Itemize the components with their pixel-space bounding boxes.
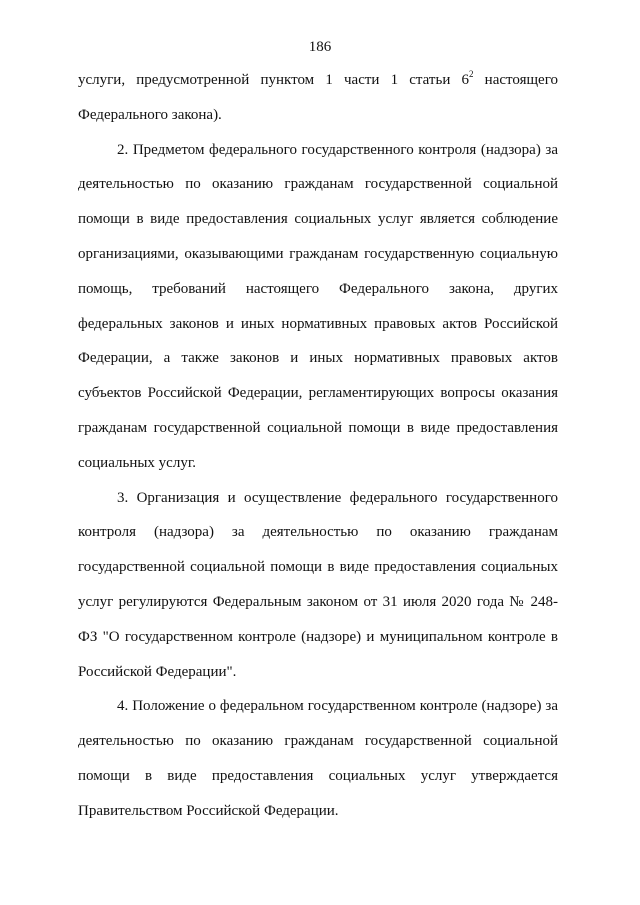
document-body bbox=[78, 63, 558, 829]
paragraph-item-4 bbox=[78, 689, 558, 828]
paragraph-text: 2. Предметом федерального государственного контроля (надзора) за деятельностью по оказанию гражданам государственной социальной помощи в виде предоставления социальных услуг является соблюдение организациями, оказывающими гражданам государственную социальную помощь, требований настоящего Федерального закона, других федеральных законов и иных нормативных правовых актов Российской Федерации, а также законов и иных нормативных правовых актов субъектов Российской Федерации, регламентирующих вопросы оказания гражданам государственной социальной помощи в виде предоставления социальных услуг. bbox=[78, 141, 558, 471]
paragraph-item-3 bbox=[78, 481, 558, 690]
paragraph-text: настоящего Федерального закона). bbox=[78, 72, 558, 123]
paragraph-text: 3. Организация и осуществление федерального государственного контроля (надзора) за деятельностью по оказанию гражданам государственной социальной помощи в виде предоставления социальных услуг регулируются Федеральным законом от 31 июля 2020 года № 248-ФЗ "О государственном контроле (надзоре) и муниципальном контроле в Российской Федерации". bbox=[78, 489, 558, 680]
page-number: 186 bbox=[308, 39, 332, 55]
paragraph-text: 4. Положение о федеральном государственном контроле (надзоре) за деятельностью по оказанию гражданам государственной социальной помощи в виде предоставления социальных услуг утверждается Правительством Российской Федерации. bbox=[78, 698, 558, 819]
paragraph-text: услуги, предусмотренной пунктом 1 части 1 статьи 6 bbox=[78, 72, 470, 88]
superscript: 2 bbox=[469, 69, 474, 79]
paragraph-item-2 bbox=[78, 133, 558, 481]
paragraph-continuation bbox=[78, 63, 558, 133]
